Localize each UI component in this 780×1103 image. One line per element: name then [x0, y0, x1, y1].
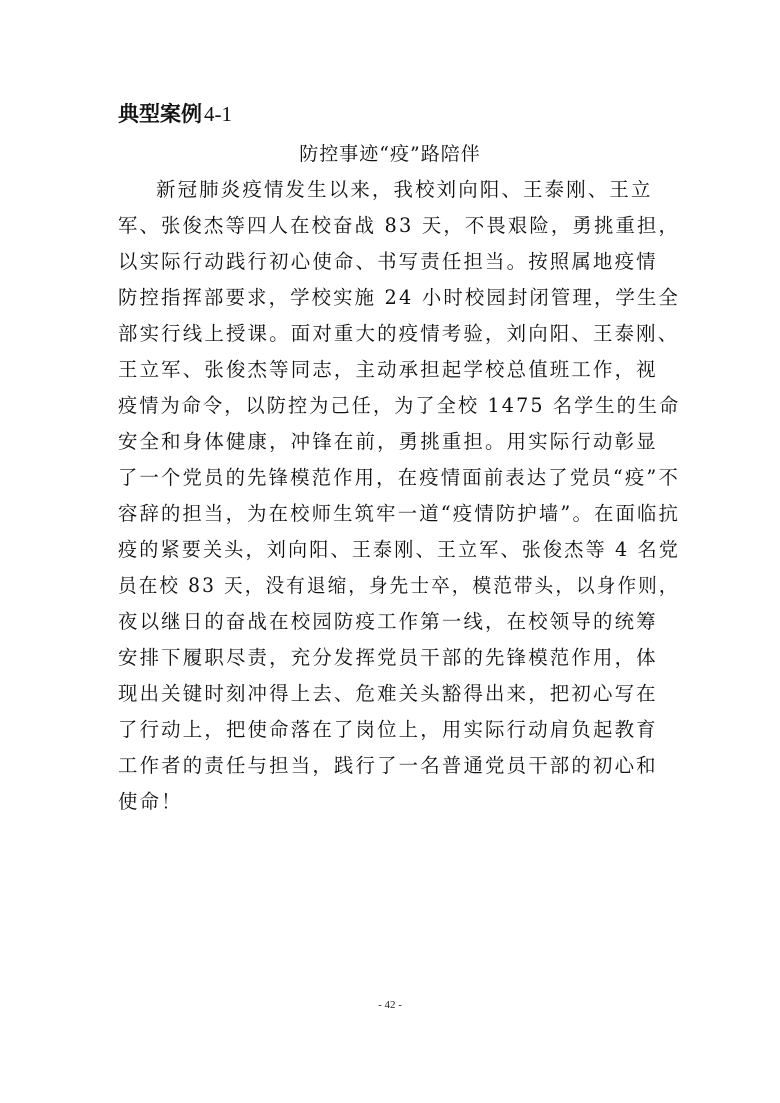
paragraph-line: 员在校 83 天，没有退缩，身先士卒，模范带头，以身作则， — [118, 574, 680, 597]
paragraph-line: 疫的紧要关头，刘向阳、王泰刚、王立军、张俊杰等 4 名党 — [118, 538, 681, 561]
case-heading-number: 4-1 — [204, 102, 232, 126]
paragraph-line: 使命！ — [118, 790, 183, 813]
paragraph-line: 新冠肺炎疫情发生以来，我校刘向阳、王泰刚、王立 — [156, 178, 653, 201]
paragraph-line: 军、张俊杰等四人在校奋战 83 天，不畏艰险，勇挑重担， — [118, 214, 681, 237]
case-heading — [118, 99, 232, 129]
case-heading-label: 典型案例 — [118, 102, 202, 126]
paragraph-line: 容辞的担当，为在校师生筑牢一道“疫情防护墙”。在面临抗 — [118, 502, 681, 525]
paragraph-line: 安全和身体健康，冲锋在前，勇挑重担。用实际行动彰显 — [118, 430, 658, 453]
paragraph-line: 防控指挥部要求，学校实施 24 小时校园封闭管理，学生全 — [118, 286, 681, 309]
paragraph-line: 工作者的责任与担当，践行了一名普通党员干部的初心和 — [118, 754, 658, 777]
paragraph-line: 疫情为命令，以防控为己任，为了全校 1475 名学生的生命 — [118, 394, 681, 417]
paragraph-line: 以实际行动践行初心使命、书写责任担当。按照属地疫情 — [118, 250, 658, 273]
paragraph-line: 安排下履职尽责，充分发挥党员干部的先锋模范作用，体 — [118, 646, 658, 669]
paragraph-line: 夜以继日的奋战在校园防疫工作第一线，在校领导的统筹 — [118, 610, 658, 633]
paragraph-line: 了行动上，把使命落在了岗位上，用实际行动肩负起教育 — [118, 718, 658, 741]
article-title: 防控事迹“疫”路陪伴 — [299, 143, 481, 165]
paragraph-line: 了一个党员的先锋模范作用，在疫情面前表达了党员“疫”不 — [118, 466, 681, 489]
paragraph-line: 部实行线上授课。面对重大的疫情考验，刘向阳、王泰刚、 — [118, 322, 680, 345]
page-number: - 42 - — [378, 999, 402, 1011]
paragraph-line: 王立军、张俊杰等同志，主动承担起学校总值班工作，视 — [118, 358, 658, 381]
paragraph-line: 现出关键时刻冲得上去、危难关头豁得出来，把初心写在 — [118, 682, 658, 705]
